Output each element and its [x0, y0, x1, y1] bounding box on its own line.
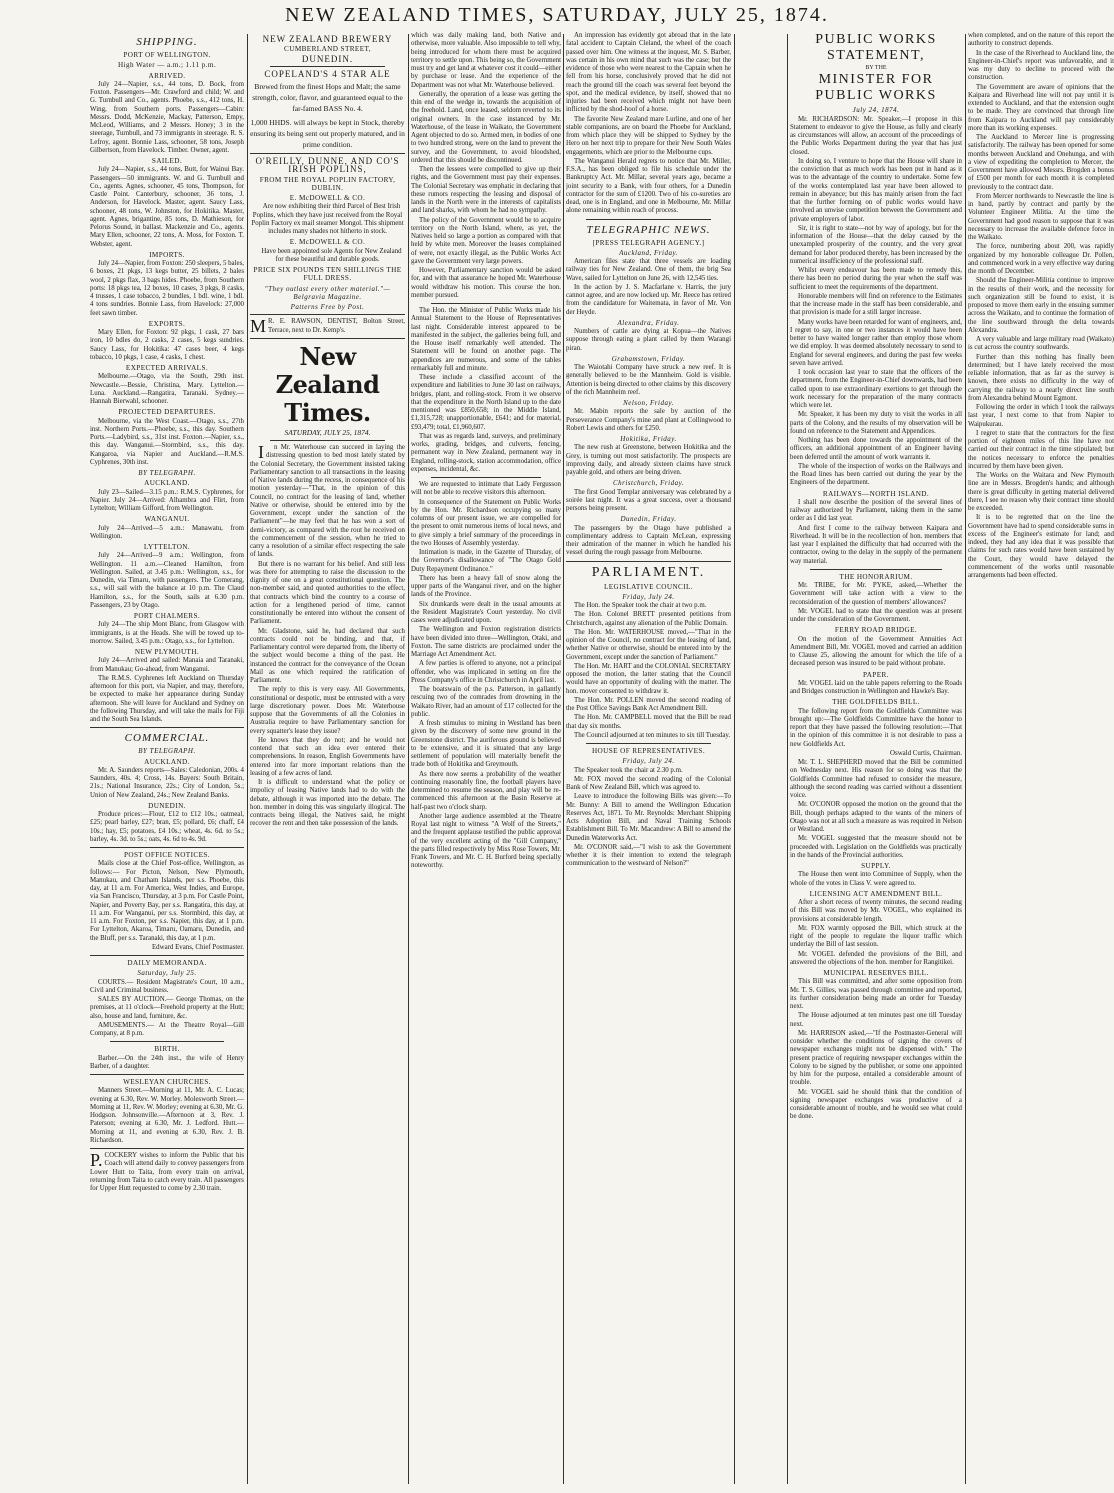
paragraph: Mr. FOX warmly opposed the Bill, which struck at the right of the people to regulate the liquor traffic which underlay the Bill of last session. — [790, 924, 962, 949]
subheading: PORT CHALMERS. — [133, 612, 201, 620]
paragraph: These include a classified account of the expenditure and liabilities to June 30 last on railways, bridges, plant, and rolling-stock. From it we observe that the expenditure in the North Island up to the date mentioned was £850,658; in the Middle Island, £1,315,728; unapportionable, £641; and for material, £93,479; total, £1,960,607. — [411, 374, 561, 431]
signature: Oswald Curtis, Chairman. — [890, 749, 962, 757]
subheading: EXPORTS. — [148, 319, 186, 328]
subheading: MUNICIPAL RESERVES BILL. — [823, 969, 929, 977]
paragraph: The House adjourned at ten minutes past one till Tuesday next. — [790, 1012, 962, 1028]
section-heading: COMMERCIAL. — [124, 732, 210, 745]
paragraph: The following report from the Goldfields Committee was brought up:—The Goldfields Committee have the honor to report that they have passed the following resolution:—That in the opinion of this committee it is not desirable to pass a new Goldfields Act. — [790, 707, 962, 748]
section-heading: DAILY MEMORANDA. — [127, 959, 207, 967]
brewery-advertisement — [250, 35, 405, 150]
paragraph: Mr. VOGEL had to state that the question was at present under the consideration of the Government. — [790, 607, 962, 623]
paragraph: Then the lessees were compelled to give up their rights, and the Government must pay their expenses. The Colonial Secretary was emphatic in declaring that these rumors respecting the leasing and disposal of lands in the North were in the interests of capitalists and land sharks, with whom he had no sympathy. — [411, 166, 561, 215]
paragraph: Sir, it is right to state—not by way of apology, but for the information of the House—that the delay caused by the unexampled prosperity of the country, and the very great demand for labor produced thereby, has been increased by the numerical insufficiency of the professional staff. — [790, 224, 962, 265]
divider — [250, 338, 405, 339]
paragraph: Mr. VOGEL laid on the table papers referring to the Roads and Bridges construction in Wellington and Hawke's Bay. — [790, 679, 962, 695]
ad-line: CUMBERLAND STREET, — [284, 45, 371, 54]
paragraph: which was daily making land, both Native and otherwise, more valuable. Also impossible to tell why, being introduced for whom there must be acquired territory to settle upon. This being so, the Government must try and get land at whatever cost it could—either by purchase or lease. And the experience of the Department was not what Mr. Waterhouse believed. — [411, 32, 561, 89]
paragraph: A very valuable and large military road (Waikato) is cut across the country southwards. — [968, 336, 1114, 352]
editorial-paragraph: Mr. Gladstone, said he, had declared that such contracts could not be binding, and that, if Parliamentary control were departed from, the liberty of the subject would become a thing of the past. He instanced the contract for the conveyance of the Ocean Mail as one which required the ratification of Parliament. — [250, 627, 405, 684]
subheading: THE HONORARIUM. — [839, 572, 913, 581]
paragraph: The whole of the inspection of works on the Railways and the Road lines has been carried out during the year by the Engineers of the department. — [790, 462, 962, 487]
editorial-paragraph: The reply to this is very easy. All Governments, constitutional or despotic, must be entrusted with a very large discretionary power. Does Mr. Waterhouse suppose that the Governments of all the Colonies in Australia require to have Parliamentary sanction for every squatter's lease they issue? — [250, 686, 405, 735]
subheading: SUPPLY. — [861, 862, 891, 870]
paragraph: Mr. Speaker, it has been my duty to visit the works in all parts of the Colony, and the results of my observation will be found on reference to the Statement and Appendices. — [790, 411, 962, 435]
ad-line: E. McDOWELL & CO. — [289, 194, 366, 202]
dateline: Christchurch, Friday. — [612, 479, 685, 488]
paragraph: The House then went into Committee of Supply, when the whole of the votes in Class V. were agreed to. — [790, 871, 962, 887]
ad-line: "They outlast every other material."—Belgravia Magazine. — [264, 284, 391, 301]
subheading: [PRESS TELEGRAPH AGENCY.] — [592, 238, 705, 247]
newspaper-masthead: NEW ZEALAND TIMES, SATURDAY, JULY 25, 1874. — [285, 4, 829, 26]
paragraph: This Bill was committed, and after some opposition from Mr. T. S. Gillies, was passed through committee and reported, its further consideration being made an order for Tuesday next. — [790, 978, 962, 1010]
paragraph: American files state that three vessels are loading railway ties for New Zealand. One of them, the brig Sea Wave, sailed for Lyttelton on June 26, with 12,545 ties. — [566, 258, 731, 282]
divider — [270, 66, 385, 67]
paragraph: On the motion of the Government Annuities Act Amendment Bill, Mr. VOGEL moved and carried an addition to Clause 25, allowing the amount for which the life of a deceased person was insured to be paid without probate. — [790, 635, 962, 668]
ad-line: FROM THE ROYAL POPLIN FACTORY, DUBLIN. — [259, 175, 396, 192]
divider — [90, 1148, 244, 1149]
paragraph: After a short recess of twenty minutes, the second reading of this Bill was moved by Mr. VOGEL, who explained its provisions at considerable length. — [790, 899, 962, 923]
column-shipping — [90, 32, 244, 1487]
paragraph: The Government are aware of opinions that the Kaipara and Riverhead line will not pay until it is extended to Auckland, and that the extension ought to be made. They are convinced that through line from Kaipara to Auckland will pay considerably more than its working expenses. — [968, 83, 1114, 132]
paragraph: Leave to introduce the following Bills was given:—To Mr. Bunny: A Bill to amend the Wellington Education Reserves Act, 1871. To Mr. Reynolds: Merchant Shipping Acts Adoption Bill, and Naval Training Schools Establishment Bill. To Mr. Macandrew: A Bill to amend the Dunedin Waterworks Act. — [566, 793, 731, 842]
ad-line: PRICE SIX POUNDS TEN SHILLINGS THE FULL DRESS. — [253, 266, 402, 283]
paragraph: July 24—Napier, from Foxton: 250 sleepers, 5 bales, 6 boxes, 21 pkgs, 13 kegs butter, 25 billets, 2 bales wool, 2 pkgs flax, 3 bags hides. Phoebe, from Southern ports: 18 pkgs tea, 12 boxes, 10 cases, 3 pkgs, 8 casks, 4 trusses, 1 case tobacco, 2 bundles, 1 bdl. wine, 1 bdl. 4 tons sundries. Bonnie Lass, from Havelock: 27,000 feet sawn timber. — [90, 260, 244, 317]
high-water-line: High Water — a.m.; 1.11 p.m. — [117, 61, 217, 70]
subheading: PROJECTED DEPARTURES. — [118, 408, 216, 417]
masthead — [0, 0, 1114, 34]
paragraph: In doing so, I venture to hope that the House will share in the conviction that as much work has been put in hand as it was to the advantage of the country to undertake. Some few of the works contemplated last year have been allowed to remain in abeyance; but this has mainly arisen from the fact that the further forming on of public works would have involved an unwise competition between the Government and private employers of labor. — [790, 157, 962, 223]
paragraph: In the case of the Riverhead to Auckland line, the Engineer-in-Chief's report was unfavorable, and it was my duty to decline to proceed with the construction. — [968, 49, 1114, 82]
paragraph: Have been appointed sole Agents for New Zealand for these beautiful and durable goods. — [261, 247, 402, 263]
ad-line: Patterns Free by Post. — [290, 303, 365, 311]
paragraph: I regret to state that the contractors for the first portion of eighteen miles of this line have not carried out their contract in the time stipulated; but the notices necessary to enforce the penalties incurred by them have been given. — [968, 429, 1114, 470]
paragraph: Whilst every endeavour has been made to remedy this, there has been no period during the year when the staff was sufficient to meet the requirements of the department. — [790, 267, 962, 291]
paragraph: Barber.—On the 24th inst., the wife of Henry Barber, of a daughter. — [90, 1054, 244, 1070]
column-divider — [563, 34, 564, 1484]
subheading: SAILED. — [151, 157, 183, 165]
newspaper-title: New Zealand Times. — [275, 341, 380, 427]
column-editorial — [411, 32, 561, 1487]
paragraph: Intimation is made, in the Gazette of Thursday, of the Governor's disallowance of "The Otago Gold Duty Repayment Ordinance." — [411, 549, 561, 573]
paragraph: The Wellington and Foxton registration districts have been divided into three—Wellington, Otaki, and Foxton. The same districts are proclaimed under the Marriage Act Amendment Act. — [411, 626, 561, 658]
paragraph: The Hon. the Minister of Public Works made his Annual Statement to the House of Representatives last night. Considerable interest appeared to be manifested in the subject, the galleries being full, and the House itself remarkably well attended. The Statement will be found on another page. The appendices are numerous, and some of the tables remarkably full and minute. — [411, 307, 561, 372]
section-heading: SHIPPING. — [136, 36, 198, 48]
paragraph: From Mercer northwards to Newcastle the line is in hand, partly by contract and partly by the Volunteer Engineer Militia. At the time the Government had good reason to suppose that it was necessary to increase the available defence force in the Waikato. — [968, 192, 1114, 241]
paragraph: Mr. A. Saunders reports—Sales: Caledonian, 200s. 4 Saunders, 40s. 4; Cross, 14s. Bayers: South Britain, 21s.; National Insurance, 22s.; City of London, 5s.; Union of New Zealand, 24s.; New Zealand Banks. — [90, 766, 244, 799]
paragraph: In consequence of the Statement on Public Works by the Hon. Mr. Richardson occupying so many columns of our present issue, we are compelled for the present to omit numerous items of local news, and to give simply a brief summary of the proceedings in the two Houses of Assembly yesterday. — [411, 498, 561, 547]
divider — [586, 743, 711, 744]
subheading: RAILWAYS—NORTH ISLAND. — [822, 489, 930, 498]
divider — [431, 303, 541, 304]
column-divider — [734, 34, 735, 1484]
subheading: ARRIVED. — [148, 71, 186, 80]
statement-title: MINISTER FOR PUBLIC WORKS — [815, 72, 937, 104]
paragraph: Mails close at the Chief Post-office, Wellington, as follows:— For Picton, Nelson, New Plymouth, Manukau, and Chatham Islands, per s.s. Phoebe, this day, at 11 a.m. For America, West Indies, and Europe, via San Francisco, Thursday, at 3 p.m. For Castle Point, Napier, and Poverty Bay, per s.s. Rangatira, this day, at 11 a.m. For Wanganui, per s.s. Stormbird, this day, at 11 a.m. For Foxton, per s.s. Napier, this day, at 1 p.m. For Lyttelton, Akaroa, Timaru, Oamaru, Dunedin, and the Bluff, per s.s. Taranaki, this day, at 1 p.m. — [90, 860, 244, 942]
paragraph: The Auckland to Mercer line is progressing satisfactorily. The railway has been opened for some months between Auckland and Onehunga, and with a view of expediting the completion to Mercer, the Government have allowed Messrs. Brogden a bonus of £500 per month for each month it is completed previously to the contract date. — [968, 134, 1114, 191]
column-divider — [965, 34, 966, 1484]
subheading: Saturday, July 25. — [137, 969, 197, 978]
editorial-paragraph: He knows that they do not; and he would not contend that such an idea ever entered their comprehensions. In reason, English Governments have entered into far more important relations than the leasing of a few acres of land. — [250, 736, 405, 777]
paragraph: The Waiotahi Company have struck a new reef. It is generally believed to be the Mannheim. Gold is visible. Attention is being directed to other claims by this discovery of the rich Mannheim reef. — [566, 364, 731, 396]
paragraph: July 24—Napier, s.s., 44 tons, D. Bock, from Foxton. Passengers—Mr. Crawford and child; W. and G. Turnbull and Co., agents. Phoebe, s.s., 412 tons, H. Wing, from Southern ports. Passengers—Cabin: Messrs. Dodd, McKenzie, Mackay, Patterson, Empy, McLeod, Williams, and 2 Messrs. Honey; 3 in the steerage, Turnbull, and 73 immigrants in steerage. R. S. Lefroy, agent. Bonnie Lass, schooner, 58 tons, Joseph Gilbertson, from Havelock. Timber. Owner, agent. — [90, 80, 244, 154]
paragraph: Should the Engineer-Militia continue to improve in the results of their work, and the necessity for such organization still be found to exist, it is proposed to move them early in the ensuing summer across the Waikato, and to continue the formation of the line southward through the delta towards Alexandra. — [968, 277, 1114, 334]
divider — [90, 727, 244, 728]
paragraph: The Works on the Waitara and New Plymouth line are in Messrs. Brogden's hands; and although there is great difficulty in getting material delivered there, I see no reason why their contract time should be exceeded. — [968, 472, 1114, 512]
issue-date: SATURDAY, JULY 25, 1874. — [284, 427, 371, 437]
statement-by: BY THE — [865, 65, 887, 71]
subheading: LEGISLATIVE COUNCIL. — [603, 582, 694, 591]
column-advertisements — [250, 32, 405, 1487]
section-heading: PARLIAMENT. — [591, 564, 706, 580]
signature: Edward Evans, Chief Postmaster. — [151, 943, 244, 951]
paragraph: Manners Street.—Morning at 11, Mr. A. C. Lucas; evening at 6.30, Rev. W. Morley. Molesworth Street.—Morning at 11, Rev. W. Morley; evening at 6.30, Mr. G. Hodgson. Johnsonville.—Afternoon at 3, Rev. J. Paterson; evening at 6.30, Mr. J. Ledford. Hutt.—Morning at 11, and evening at 6.30, Rev. J. B. Richardson. — [90, 1087, 244, 1144]
divider — [586, 219, 711, 220]
paragraph: Mr. VOGEL suggested that the measure should not be proceeded with. Legislation on the Goldfields was practically in the hands of the Provincial authorities. — [790, 835, 962, 859]
paragraph: Honorable members will find on reference to the Estimates that the increase made in the staff has been considerable, and that provision is made for a still larger increase. — [790, 292, 962, 317]
subheading: WANGANUI. — [144, 515, 190, 524]
divider — [110, 1041, 224, 1042]
paragraph: Brewed from the finest Hops and Malt; the same strength, color, flavor, and guaranteed equal to the far-famed BASS No. 4. — [252, 82, 403, 113]
paragraph: Mary Ellen, for Foxton: 92 pkgs, 1 cask, 27 bars iron, 10 bdles do, 2 casks, 2 cases, 5 kegs sundries. Saucy Lass, for Hokitika: 47 cases beer, 4 kegs tobacco, 10 pkgs, 1 case, 4 casks, 1 chest. — [90, 329, 244, 361]
paragraph: The favorite New Zealand mare Lurline, and one of her stable companions, are on board the Phoebe for Auckland, from which place they will be shipped to Sydney by the Hero on her next trip to prepare for their New South Wales engagements, which are prior to the Melbourne cups. — [566, 115, 731, 156]
paragraph: And first I come to the railway between Kaipara and Riverhead. It will be in the recollection of hon. members that last year I explained the difficulty that had occurred with the contractor, owing to the delay in the supply of the permanent way material. — [790, 524, 962, 565]
dateline: Alexandra, Friday. — [617, 318, 680, 327]
ad-line: E. McDOWELL & CO. — [289, 238, 366, 247]
paragraph: An impression has evidently got abroad that in the late fatal accident to Captain Cleland, the wheel of the coach passed over him. One witness at the inquest, Mr. S. Barber, was certain in his own mind that such was the case; but the evidence of those who were nearest to the Captain when he fell from his horse, conclusively proved that he did not reach the ground till the coach was several feet beyond the spot, and the medical evidence, by itself, showed that no injuries had been received which might not have been inflicted by the shod-hoof of a horse. — [566, 32, 731, 114]
subheading: AUCKLAND. — [144, 757, 190, 766]
paragraph: The Hon. Colonel BRETT presented petitions from Christchurch, against any alienation of the Public Domain. — [566, 611, 731, 627]
paragraph: July 24—Napier, s.s., 44 tons, Butt, for Wainui Bay. Passengers—50 immigrants. W. and G. Turnbull and Co., agents. Agnes, schooner, 45 tons, Thompson, for Castle Point. Canterbury, schooner, 36 tons, J. Anderson, for Havelock. Master, agent. Saucy Lass, schooner, 48 tons, W. Johnston, for Hokitika. Master, agent. Agnes, brigantine, 85 tons, D. Mathieson, for Pelorus Sound, in ballast. Mackenzie and Co., agents. Mary Ellen, schooner, 22 tons, A. Moss, for Foxton. T. Webster, agent. — [90, 166, 244, 248]
paragraph: Mr. HARRISON asked,—"If the Postmaster-General will consider whether the conditions of signing the covers of newspaper exchanges might not be dispensed with." The present practice of requiring newspaper exchanges within the Colony to be signed by the publisher, or some one appointed by him for the purpose, entailed a considerable amount of trouble. — [790, 1029, 962, 1087]
paragraph: In the action by J. S. Macfarlane v. Harris, the jury cannot agree, and are now locked up. Mr. Reece has retired from the candidature for Waitemata, in favor of Mr. Von der Heyde. — [566, 283, 731, 316]
paragraph: I took occasion last year to state that the officers of the department, from the Engineer-in-Chief downwards, had been called upon to use extraordinary exertions to get through the work necessary for the preparation of the many contracts which were let. — [790, 369, 962, 409]
paragraph: The force, numbering about 200, was rapidly organized by my honorable colleague Dr. Pollen, and commenced work in a very effective way during the month of December. — [968, 243, 1114, 275]
divider — [90, 955, 244, 956]
paragraph: Mr. RICHARDSON: Mr. Speaker,—I propose in this Statement to endeavor to give the House, as fully and clearly as circumstances will allow, an account of the proceedings of the Public Works Department during the year that has just closed. — [790, 115, 962, 156]
paragraph: July 24—Arrived—9 a.m.: Wellington, from Wellington. 11 a.m.—Cleaned Hamilton, from Wellington. Sailed, at 3.45 p.m.: Wellington, s.s., for Dunedin, via Timaru, with passengers. The Comerang, s.s., will sail with the balance at 10 p.m. The Claud Hamilton, s.s., for the South, sails at 6.30 p.m. Passengers, 23 by Otago. — [90, 552, 244, 609]
divider — [566, 561, 731, 562]
section-heading: WESLEYAN CHURCHES. — [123, 1078, 211, 1086]
paragraph: There has been a heavy fall of snow along the upper parts of the Wanganui river, and on the higher lands of the Province. — [411, 574, 561, 599]
paragraph: Nothing has been done towards the appointment of the officers, an additional appointment of an Engineer having been deferred until the amount of work warrants it. — [790, 437, 962, 461]
poplin-advertisement — [250, 157, 405, 311]
paragraph: Following the order in which I took the railways last year, I next come to that from Napier to Waipukurau. — [968, 404, 1114, 428]
dateline: Auckland, Friday. — [619, 248, 678, 257]
paragraph: Six drunkards were dealt in the usual amounts at the Resident Magistrate's Court yesterday. No civil cases were adjudicated upon. — [411, 600, 561, 624]
editorial-paragraph: In Mr. Waterhouse can succeed in laying the distressing question to bed most lately stated by the Colonial Secretary, the Government insisted taking Parliamentary sanction to all transactions in the leasing of Native lands during the recess, in consequence of his motion yesterday—"That, in the opinion of this Council, no contract for the leasing of land, whether Native or otherwise, should be entered into by the Government, except under the sanction of the Parliament"—he may feel that he has won a sort of demi-victory, as compared with the rout he received on the commencement of the session, when he tried to carry a resolution of a similar effect respecting the sale of lands. — [250, 442, 405, 559]
subheading: BIRTH. — [154, 1045, 180, 1054]
dateline: Grahamstown, Friday. — [611, 354, 686, 363]
subheading: LYTTELTON. — [143, 543, 191, 551]
subheading: PAPER. — [863, 670, 889, 679]
paragraph: The Hon. Mr. WATERHOUSE moved,—"That in the opinion of the Council, no contract for the leasing of land, whether Native or otherwise, should be entered into by the Government, except under the sanction of Parliament." — [566, 628, 731, 661]
paragraph: As there now seems a probability of the weather continuing reasonably fine, the football players have determined to resume the season, and play will be re-commenced this afternoon at the Basin Reserve at half-past two o'clock sharp. — [411, 770, 561, 811]
paragraph: COURTS.— Resident Magistrate's Court, 10 a.m., Civil and Criminal business. — [90, 978, 244, 994]
dateline: Nelson, Friday. — [623, 399, 674, 407]
paragraph: The boatswain of the p.s. Patterson, in gallantly rescuing two of the comrades from drowning in the Waikato River, had an amount of £17 collected for the public. — [411, 686, 561, 718]
subheading: AUCKLAND. — [144, 479, 190, 488]
paragraph: Melbourne, via the West Coast.—Otago, s.s., 27th inst. Northern Ports.—Phoebe, s.s., this day. Southern Ports.—Ladybird, s.s., 31st inst. Foxton.—Napier, s.s., this day. Wanganui.—Stormbird, s.s., this day. Kangaroa, via Napier and Auckland.—R.M.S. Cyphrenes, 30th inst. — [90, 417, 244, 466]
divider — [810, 569, 942, 570]
paragraph: The policy of the Government would be to acquire territory on the North Island, where, as yet, the Natives held so large a portion as compared with that held by white men. Moreover the leases complained of were, not exactly illegal, as the Public Works Act gave the Government very large powers. — [411, 216, 561, 265]
paragraph: SALES BY AUCTION.— George Thomas, on the premises, at 11 o'clock—Freehold property at the Hutt; also, house and land, furniture, &c. — [90, 996, 244, 1020]
subheading: BY TELEGRAPH. — [138, 469, 196, 477]
subheading: DUNEDIN. — [148, 801, 186, 810]
section-heading: TELEGRAPHIC NEWS. — [586, 223, 711, 236]
divider — [90, 847, 244, 848]
paragraph: July 24—Arrived and sailed: Manaia and Taranaki, from Manukau; Go-ahead, from Wanganui. — [90, 657, 244, 673]
paragraph: Many works have been retarded for want of engineers, and, I regret to say, in one or two instances it would have been better to have waited longer rather than employ those whom we did employ. It was deemed absolutely necessary to send to England for several engineers, and during the past few weeks seven have arrived. — [790, 318, 962, 367]
subheading: NEW PLYMOUTH. — [134, 648, 200, 656]
paragraph: The Hon. Mr. POLLEN moved the second reading of the Post Office Savings Bank Act Amendment Bill. — [566, 696, 731, 712]
paragraph: Another large audience assembled at the Theatre Royal last night to witness "A Wolf of the Streets," and the frequent applause testified the public approval of the very excellent acting of the "Gill Company," the parts filled respectively by Miss Rose Towers, Mr. Frank Towers, and Mr. C. H. Burford being specially noteworthy. — [411, 812, 561, 870]
dateline: Dunedin, Friday. — [620, 515, 677, 524]
advertisement: P.COCKERY wishes to inform the Public that his Coach will attend daily to convey passengers from Lower Hutt to Taita, from every train on arrival, returning from Taita to catch every train. All passengers for Upper Hutt requested to come by 2.30 train. — [90, 1150, 244, 1192]
dateline: Friday, July 24. — [622, 592, 675, 601]
paragraph: Mr. VOGEL defended the provisions of the Bill, and answered the objections of the hon. member for Rangitikei. — [790, 950, 962, 966]
section-heading: POST OFFICE NOTICES. — [124, 851, 210, 859]
subheading: LICENSING ACT AMENDMENT BILL. — [809, 889, 943, 898]
paragraph: The Hon. Mr. HART and the COLONIAL SECRETARY opposed the motion, the latter stating that the Council would have an opportunity of dealing with the matter. The hon. mover consented to withdraw it. — [566, 662, 731, 695]
paragraph: A fresh stimulus to mining in Westland has been given by the discovery of some new ground in the Greenstone district. The auriferous ground is believed to be extensive, and it is situated that any large settlement of population will materially benefit the trade both of Hokitika and Greymouth. — [411, 720, 561, 769]
ad-line: DUNEDIN. — [301, 53, 354, 64]
paragraph: Mr. Mabin reports the sale by auction of the Perseverance Company's mine and plant at Collingwood to Robert Lewis and others for £250. — [566, 408, 731, 432]
column-divider — [787, 34, 788, 1484]
paragraph: Mr. VOGEL said he should think that the condition of signing newspaper exchanges was productive of a considerable amount of trouble, and he would see what could be done. — [790, 1088, 962, 1121]
column-divider — [247, 34, 248, 1484]
subheading: HOUSE OF REPRESENTATIVES. — [591, 747, 706, 755]
dateline: Friday, July 24. — [622, 757, 675, 766]
paragraph: We are requested to intimate that Lady Fergusson will not be able to receive visitors this afternoon. — [411, 481, 561, 497]
ad-title: O'REILLY, DUNNE, AND CO'S IRISH POPLINS, — [255, 156, 400, 175]
paragraph: It is to be regretted that on the line the Government have had to spend considerable sums in excess of the Engineer's estimate for land; and indeed, they had any idea that it was possible that claims for such rates would have been sustained by the Court, they would have delayed the commencement of the works until reasonable arrangements had been effected. — [968, 514, 1114, 579]
paragraph: The passengers by the Otago have published a complimentary address to Captain McLean, expressing their admiration of the manner in which he handled his vessel during the rough passage from Melbourne. — [566, 524, 731, 557]
dateline: July 24, 1874. — [852, 106, 900, 115]
paragraph: Mr. TRIBE, for Mr. PYKE, asked,—Whether the Government will take action with a view to the reconsideration of the question of members' allowances? — [790, 582, 962, 606]
paragraph: Mr. O'CONOR opposed the motion on the ground that the Bill, though perhaps adapted to the wants of the miners of Otago was not at all such a measure as was required in Nelson or Westland. — [790, 801, 962, 833]
divider — [431, 477, 541, 478]
paragraph: Mr. T. L. SHEPHERD moved that the Bill be committed on Wednesday next. His reason for so doing was that the Goldfields Committee had refused to consider the measure, although the second reading was carried without a dissentient voice. — [790, 759, 962, 799]
divider — [90, 1074, 244, 1075]
paragraph: Further than this nothing has finally been determined; but I have lately received the most reliable information, that as far as the survey is known, there exists no difficulty in the way of carrying the railway to a nearly direct line south from Alexandra behind Mount Egmont. — [968, 353, 1114, 402]
paragraph: AMUSEMENTS.— At the Theatre Royal—Gill Company, at 8 p.m. — [90, 1021, 244, 1037]
paragraph: July 23—Sailed—3.15 p.m.: R.M.S. Cyphrenes, for Napier. July 24—Arrived: Alhambra and Flirt, from Lyttelton; William Gifford, from Wellington. — [90, 488, 244, 512]
paragraph: July 24—The ship Mont Blanc, from Glasgow with immigrants, is at the Heads. She will be towed up to-morrow. Sailed, 3.45 p.m.: Otago, s.s., for Lyttelton. — [90, 621, 244, 645]
paragraph: However, Parliamentary sanction would be asked for, and with that assurance he hoped Mr. Waterhouse would withdraw his motion. This course the hon. member pursued. — [411, 267, 561, 299]
column-divider — [408, 34, 409, 1484]
column-news — [566, 32, 731, 1487]
subheading: EXPECTED ARRIVALS. — [125, 364, 209, 372]
column-public-works-continued — [968, 32, 1114, 1487]
paragraph: Mr. FOX moved the second reading of the Colonial Bank of New Zealand Bill, which was agreed to. — [566, 775, 731, 791]
paragraph: The Speaker took the chair at 2.30 p.m. — [574, 766, 683, 774]
paragraph: The Hon. the Speaker took the chair at two p.m. — [574, 602, 707, 609]
paragraph: Generally, the operation of a lease was getting the thin end of the wedge in, towards the acquisition of the freehold. Land, once leased, seldom reverted to its original owners. In the case instanced by Mr. Waterhouse, of the lease in Waikato, the Government Agent objected to do so. Armed men, in bodies of one to two hundred strong, were on the land to prevent the survey, and the Government, to avoid bloodshed, ordered that this should be discontinued. — [411, 90, 561, 164]
paragraph: 1,000 HHDS. will always be kept in Stock, thereby ensuring its being sent out properly matured, and in prime condition. — [250, 118, 405, 149]
editorial-paragraph: But there is no warrant for his belief. And still less was there for attempting to raise the discussion to the dignity of one on a great constitutional question. The non-member said, and quoted authorities to the effect, that contracts which bind the country to a course of action for a lengthened period of time, cannot constitutionally be entered into without the consent of Parliament. — [250, 560, 405, 626]
divider — [250, 314, 405, 315]
paragraph: The Council adjourned at ten minutes to six till Tuesday. — [574, 731, 731, 739]
paragraph: I shall now describe the position of the several lines of railway authorized by Parliament, taking them in the same order as I did last year. — [790, 498, 962, 523]
paragraph: Mr. O'CONOR said,—"I wish to ask the Government whether it is their intention to extend the telegraph communication to the westward of Nelson?" — [566, 843, 731, 868]
paragraph: The Hon. Mr. CAMPBELL moved that the Bill be read that day six months. — [566, 714, 731, 730]
subheading: THE GOLDFIELDS BILL. — [832, 698, 920, 707]
paragraph: Are now exhibiting their third Parcel of Best Irish Poplins, which they have just received from the Royal Poplin Factory ex mail steamer Mongol. This shipment includes many shades not hitherto in stock. — [251, 203, 404, 235]
paragraph: Produce prices:—Flour, £12 to £12 10s.; oatmeal, £25; pearl barley, £27; bran, £5; pollard, £6; chaff, £4 10s.; hay, £5; potatoes, £4 10s.; wheat, 4s. 6d. to 5s.; barley, 4s. 3d. to 5s.; oats, 4s. 6d to 4s. 9d. — [90, 811, 244, 843]
paragraph: July 24—Arrived—5 a.m.: Manawatu, from Wellington. — [90, 524, 244, 540]
paragraph: The R.M.S. Cyphrenes left Auckland on Thursday afternoon for this port, via Napier, and may, therefore, be expected to make her appearance during Sunday afternoon. She will leave for Auckland and Sydney on the following Thursday, and will take the mails for Fiji and the South Sea Islands. — [90, 674, 244, 723]
ad-title: NEW ZEALAND BREWERY — [262, 34, 393, 44]
paragraph: when completed, and on the nature of this report the authority to construct depends. — [968, 32, 1114, 48]
subheading: PORT OF WELLINGTON. — [123, 51, 211, 59]
subheading: FERRY ROAD BRIDGE. — [834, 626, 918, 635]
ad-line: COPELAND'S 4 STAR ALE — [264, 68, 391, 79]
paragraph: Numbers of cattle are dying at Kopua—the Natives suppose through eating a plant called by them Warangi piran. — [566, 328, 731, 352]
paragraph: That was as regards land, surveys, and preliminary works, grading, bridges, and culverts, fencing, permanent way in New Zealand, permanent way in England, rolling-stock, station accommodation, office expenses, incidental, &c. — [411, 432, 561, 473]
statement-title: PUBLIC WORKS STATEMENT, — [815, 32, 937, 63]
paragraph: The Wanganui Herald regrets to notice that Mr. Miller, F.S.A., has been obliged to file his schedule under the Bankruptcy Act. Mr. Millar, several years ago, became a joint security to a Bank, with four others, for a Dunedin contractor for the sum of £1200. Two of his co-sureties are dead, one is in England, and one in Melbourne, Mr. Millar alone remaining within reach of process. — [566, 157, 731, 215]
dentist-advertisement: MR. E. RAWSON, DENTIST, Bolton Street, Terrace, next to Dr. Kemp's. — [250, 316, 405, 337]
dateline: Hokitika, Friday. — [620, 435, 677, 443]
paragraph: A few parties is offered to anyone, not a principal offender, who was implicated in setting on fire the Press Company's office in Christchurch in April last. — [411, 660, 561, 684]
paragraph: The first Good Templar anniversary was celebrated by a soirée last night. It was a great success, over a thousand persons being present. — [566, 488, 731, 512]
paragraph: The new rush at Greenstone, between Hokitika and the Grey, is turning out most satisfactorily. The prospects are improving daily, and already sixteen claims have struck payable gold, and others are being driven. — [566, 444, 731, 476]
column-public-works — [790, 32, 962, 1487]
editorial-paragraph: It is difficult to understand what the policy or impolicy of leasing Native lands had to do with the debate, although it was imported into the debate. The hon. member in doing this was singularly illogical. The contracts being illegal, the Natives said, he might recover the rent and then take possession of the lands. — [250, 779, 405, 828]
subheading: BY TELEGRAPH. — [138, 747, 196, 756]
paragraph: Melbourne.—Otago, via the South, 29th inst. Newcastle.—Bessie, Christina, Mary. Lyttelton.—Luna. Auckland.—Rangatira, Taranaki. Sydney.—Hannah Bierwahl, schooner. — [90, 373, 244, 405]
subheading: IMPORTS. — [149, 250, 185, 259]
divider — [250, 153, 405, 154]
divider — [270, 440, 385, 441]
